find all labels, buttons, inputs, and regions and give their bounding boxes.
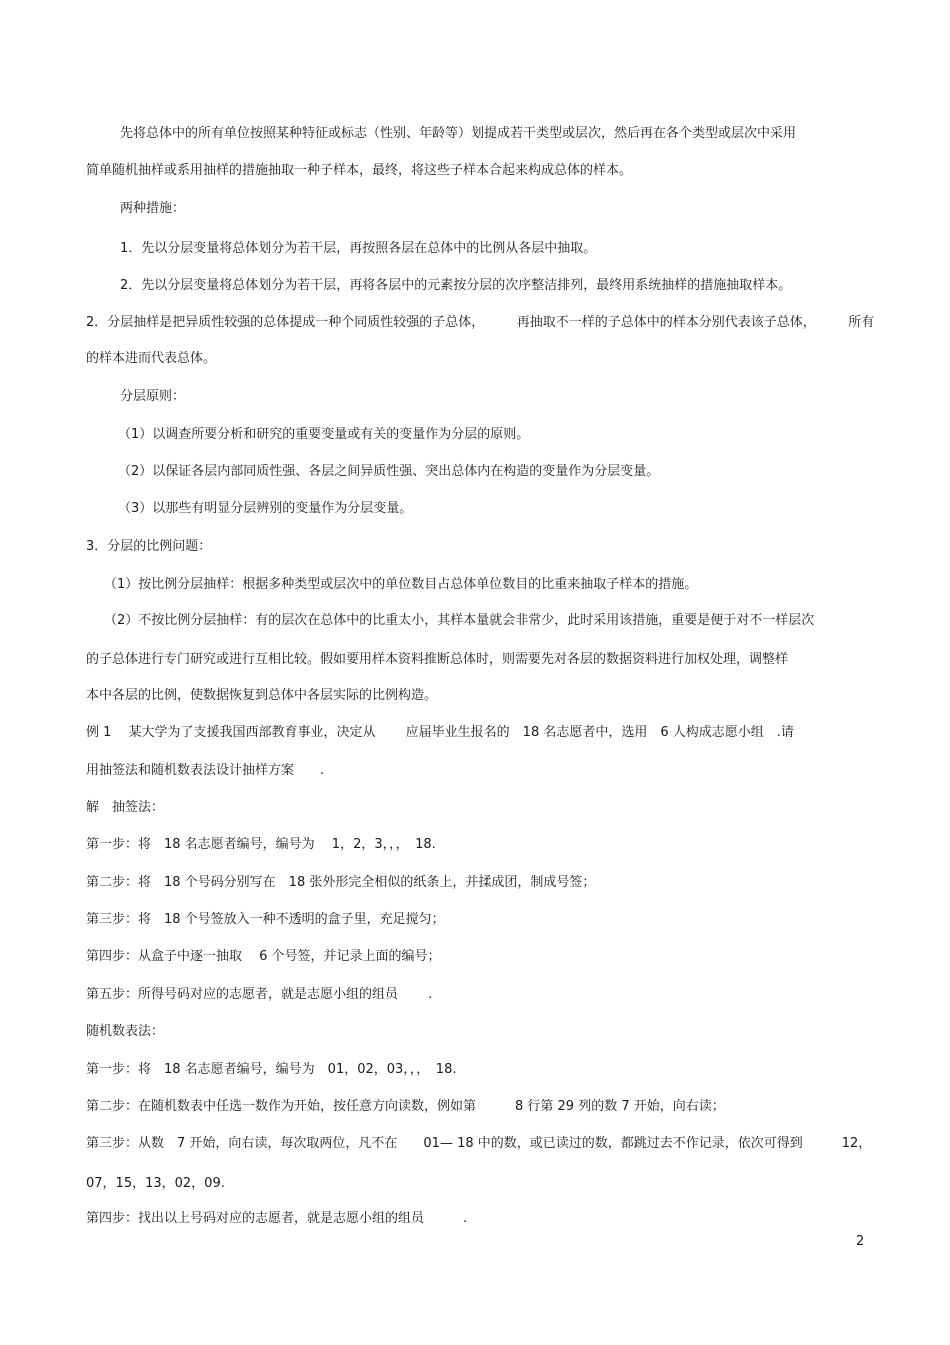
text-line: 3．分层的比例问题： [86,539,212,554]
text-line: 第一步：将 18 名志愿者编号，编号为 01，02，03，，， 18. [86,1062,457,1077]
text-line: 的子总体进行专门研究或进行互相比较。假如要用样本资料推断总体时，则需要先对各层的数据资料进行加权处理，调整样 [86,652,789,667]
text-line: 1．先以分层变量将总体划分为若干层，再按照各层在总体中的比例从各层中抽取。 [120,241,597,256]
text-line: 简单随机抽样或系用抽样的措施抽取一种子样本，最终，将这些子样本合起来构成总体的样本。 [86,163,633,178]
text-line: 本中各层的比例，使数据恢复到总体中各层实际的比例构造。 [86,688,438,703]
text-line: 随机数表法： [86,1024,165,1039]
text-line: 第四步：找出以上号码对应的志愿者，就是志愿小组的组员 . [86,1211,468,1226]
text-line: 07，15，13，02，09. [86,1176,225,1191]
text-line: （2）不按比例分层抽样：有的层次在总体中的比重太小，其样本量就会非常少，此时采用该措施，重要是便于对不一样层次 [104,613,815,628]
text-line: 第三步：将 18 个号签放入一种不透明的盒子里，充足搅匀； [86,912,445,927]
text-line: 第三步：从数 7 开始，向右读，每次取两位，凡不在 01— 18 中的数，或已读过的数，都跳过去不作记录，依次可得到 12， [86,1136,872,1151]
text-line: 解 抽签法： [86,800,165,815]
text-line: 第五步：所得号码对应的志愿者，就是志愿小组的组员 . [86,987,433,1002]
text-line: 的样本进而代表总体。 [86,351,217,366]
text-line: （2）以保证各层内部同质性强、各层之间异质性强、突出总体内在构造的变量作为分层变量。 [118,464,660,479]
text-line: 第一步：将 18 名志愿者编号，编号为 1，2，3，，， 18. [86,837,436,852]
text-line: 分层原则： [120,389,186,404]
text-line: 2．先以分层变量将总体划分为若干层，再将各层中的元素按分层的次序整洁排列，最终用系统抽样的措施抽取样本。 [120,278,792,293]
text-line: 先将总体中的所有单位按照某种特征或标志（性别、年龄等）划提成若干类型或层次，然后再在各个类型或层次中采用 [120,126,797,141]
text-line: （1）按比例分层抽样：根据多种类型或层次中的单位数目占总体单位数目的比重来抽取子样本的措施。 [104,577,698,592]
text-line: （3）以那些有明显分层辨别的变量作为分层变量。 [118,501,413,516]
text-line: 2．分层抽样是把异质性较强的总体提成一种个同质性较强的子总体， 再抽取不一样的子总体中的样本分别代表该子总体， 所有 [86,315,875,330]
text-line: 用抽签法和随机数表法设计抽样方案 . [86,763,325,778]
text-line: 第二步：在随机数表中任选一数作为开始，按任意方向读数，例如第 8 行第 29 列的数 7 开始，向右读； [86,1099,725,1114]
page-number: 2 [856,1234,865,1249]
text-line: 例 1 某大学为了支援我国西部教育事业，决定从 应届毕业生报名的 18 名志愿者中，选用 6 人构成志愿小组 .请 [86,725,794,740]
text-line: 两种措施： [120,201,186,216]
text-line: 第二步：将 18 个号码分别写在 18 张外形完全相似的纸条上，并揉成团，制成号签； [86,875,596,890]
text-line: 第四步：从盒子中逐一抽取 6 个号签，并记录上面的编号； [86,949,441,964]
text-line: （1）以调查所要分析和研究的重要变量或有关的变量作为分层的原则。 [118,427,530,442]
